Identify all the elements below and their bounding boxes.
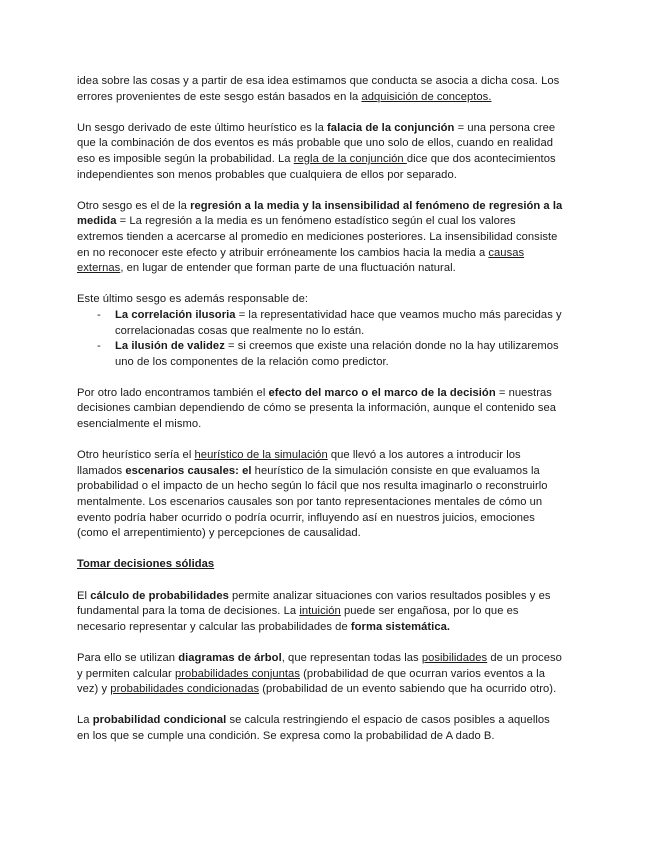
section-heading: Tomar decisiones sólidas xyxy=(77,558,215,571)
term-probabilidades-conjuntas: probabilidades conjuntas xyxy=(175,667,300,680)
term-probabilidad-condicional: probabilidad condicional xyxy=(92,714,227,727)
term-escenarios-causales: escenarios causales: el xyxy=(125,464,252,477)
list-item: - La ilusión de validez = si creemos que existe una relación donde no la hay utilizaremos uno de los componentes de la relación como predictor. xyxy=(97,340,559,368)
bullet-list xyxy=(77,308,563,370)
document-page xyxy=(77,74,563,760)
term-heuristico-simulacion: heurístico de la simulación xyxy=(194,449,328,462)
term-regresion-media: regresión a la media y la insensibilidad al fenómeno de regresión a la medida xyxy=(77,199,563,228)
term-ilusion-validez: La ilusión de validez xyxy=(115,340,225,353)
term-correlacion-ilusoria: La correlación ilusoria xyxy=(115,308,236,321)
term-causas-externas: causas externas xyxy=(77,246,525,275)
paragraph-diagramas-arbol: Para ello se utilizan diagramas de árbol, que representan todas las posibilidades de un proceso y permiten calcular probabilidades conjuntas (probabilidad de que ocurran varios eventos a la vez) y probabilidades condicionadas (probabilidad de un evento sabiendo que ha ocurrido otro). xyxy=(77,651,562,696)
term-forma-sistematica: forma sistemática. xyxy=(350,620,451,633)
paragraph-probabilidad-condicional: La probabilidad condicional se calcula restringiendo el espacio de casos posibles a aquellos en los que se cumple una condición. Se expresa como la probabilidad de A dado B. xyxy=(77,714,550,742)
paragraph-calculo-probabilidades: El cálculo de probabilidades permite analizar situaciones con varios resultados posibles y es fundamental para la toma de decisiones. La intuición puede ser engañosa, por lo que es necesario representar y calcular las probabilidades de forma sistemática. xyxy=(77,589,551,633)
term-posibilidades: posibilidades xyxy=(421,651,488,664)
list-item: - La correlación ilusoria = la representatividad hace que veamos mucho más parecidas y correlacionadas cosas que realmente no lo están. xyxy=(97,308,562,337)
paragraph-simulacion: Otro heurístico sería el heurístico de la simulación que llevó a los autores a introducir los llamados escenarios causales: el heurístico de la simulación consiste en que evaluamos la probabilidad o el impacto de un hecho según lo fácil que nos resulta imaginarlo o reconstruirlo mentalmente. Los escenarios causales son por tanto representaciones mentales de cómo un evento podría haber ocurrido o podría ocurrir, influyendo así en nuestros juicios, emociones (como el arrepentimiento) y percepciones de causalidad. xyxy=(77,449,548,540)
term-intuicion: intuición xyxy=(299,605,341,618)
link-adquisicion-conceptos: adquisición de conceptos. xyxy=(361,90,492,103)
term-diagramas-arbol: diagramas de árbol xyxy=(178,651,282,664)
term-calculo-probabilidades: cálculo de probabilidades xyxy=(90,589,229,602)
term-regla-conjuncion: regla de la conjunción xyxy=(293,152,407,165)
term-probabilidades-condicionadas: probabilidades condicionadas xyxy=(110,683,260,696)
paragraph-responsable: Este último sesgo es además responsable de: - La correlación ilusoria = la representatividad hace que veamos mucho más parecidas y correlacionadas cosas que realmente no lo están. - La ilusión de validez = si creemos que existe una relación donde no la hay utilizaremos uno de los componentes de la relación como predictor. xyxy=(77,292,563,370)
term-falacia-conjuncion: falacia de la conjunción xyxy=(327,121,455,134)
paragraph-efecto-marco: Por otro lado encontramos también el efecto del marco o el marco de la decisión = nuestras decisiones cambian dependiendo de cómo se presenta la información, aunque el contenido sea esencialmente el mismo. xyxy=(77,386,557,431)
paragraph-falacia-conjuncion: Un sesgo derivado de este último heurístico es la falacia de la conjunción = una persona cree que la combinación de dos eventos es más probable que uno solo de ellos, cuando en realidad eso es imposible según la probabilidad. La regla de la conjunción dice que dos acontecimientos independientes son menos probables que cualquiera de ellos por separado. xyxy=(77,121,556,181)
paragraph-1: idea sobre las cosas y a partir de esa idea estimamos que conducta se asocia a dicha cosa. Los errores provenientes de este sesgo están basados en la adquisición de conceptos. xyxy=(77,75,560,103)
paragraph-regresion-media: Otro sesgo es el de la regresión a la media y la insensibilidad al fenómeno de regresión a la medida = La regresión a la media es un fenómeno estadístico según el cual los valores extremos tienden a acercarse al promedio en mediciones posteriores. La insensibilidad consiste en no reconocer este efecto y atribuir erróneamente los cambios hacia la media a causas externas, en lugar de entender que forman parte de una fluctuación natural. xyxy=(77,199,563,275)
term-efecto-marco: efecto del marco o el marco de la decisión xyxy=(268,386,496,399)
